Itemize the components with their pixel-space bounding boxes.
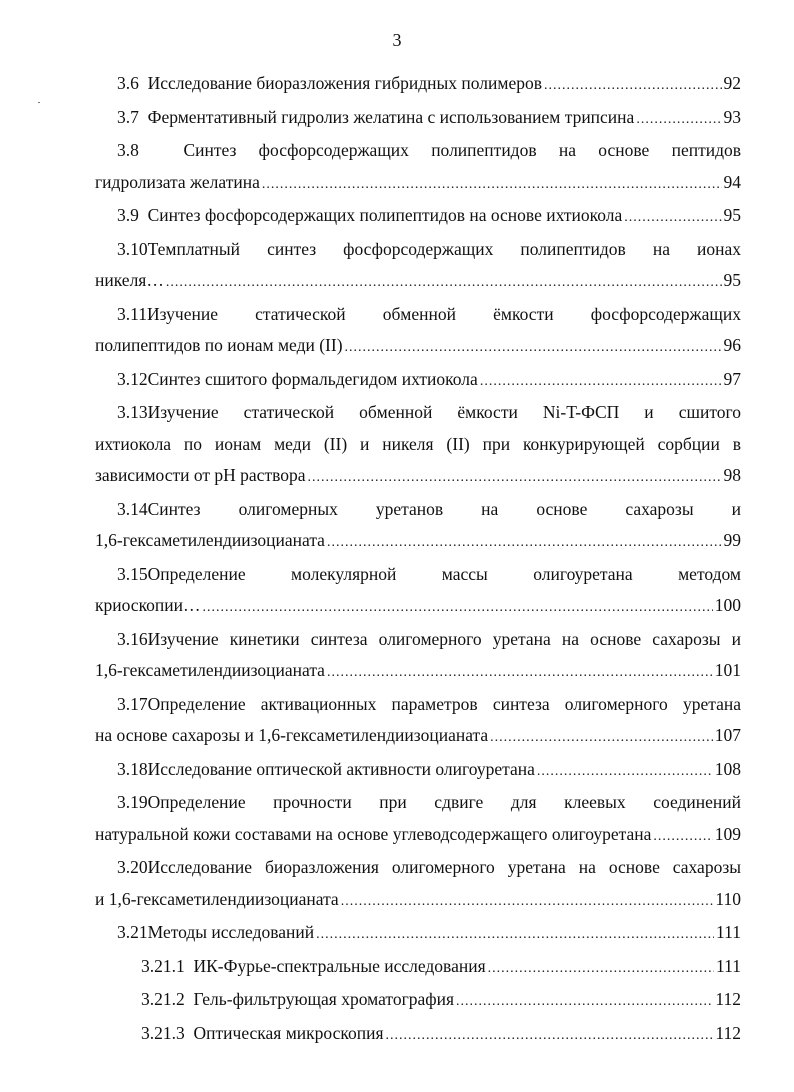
toc-page-number: 93 xyxy=(723,106,741,127)
toc-entry-number: 3.13 xyxy=(117,402,148,422)
toc-entry[interactable] xyxy=(95,951,741,985)
toc-entry[interactable] xyxy=(95,364,741,398)
toc-entry-number: 3.18 xyxy=(117,758,148,779)
toc-entry-number: 3.11 xyxy=(117,303,147,324)
toc-entry-number: 3.9 xyxy=(117,205,139,225)
toc-entry[interactable] xyxy=(95,102,741,136)
toc-entry-title: Определение молекулярной массы олигоуретана методом xyxy=(147,563,741,584)
toc-entry[interactable] xyxy=(95,984,741,1018)
dot-leader xyxy=(653,821,712,853)
toc-entry-number: 3.16 xyxy=(117,628,148,649)
dot-leader xyxy=(636,104,721,136)
toc-entry[interactable] xyxy=(95,494,741,559)
toc-entry-title: ихтиокола по ионам меди (II) и никеля (II) при конкурирующей сорбции в xyxy=(95,433,741,454)
toc-entry[interactable] xyxy=(95,397,741,494)
table-of-contents xyxy=(95,68,741,1051)
toc-page-number: 95 xyxy=(723,205,741,225)
toc-entry-title: никеля… xyxy=(95,270,164,290)
toc-entry-number: 3.8 xyxy=(117,140,139,160)
toc-entry[interactable] xyxy=(95,852,741,917)
toc-entry-title: Исследование биоразложения гибридных полимеров xyxy=(147,73,542,93)
dot-leader xyxy=(262,169,722,201)
toc-page-number: 92 xyxy=(723,73,741,93)
toc-entry-title: Определение прочности при сдвиге для клеевых соединений xyxy=(147,792,741,812)
toc-entry[interactable] xyxy=(95,200,741,234)
dot-leader xyxy=(327,657,713,689)
toc-entry-title: Изучение статической обменной ёмкости фосфорсодержащих xyxy=(146,303,741,324)
dot-leader xyxy=(316,919,714,951)
toc-entry-title: Синтез олигомерных уретанов на основе сахарозы и xyxy=(147,498,741,519)
toc-page-number: 94 xyxy=(723,171,741,192)
toc-page-number: 95 xyxy=(723,270,741,290)
toc-entry-number: 3.10 xyxy=(117,238,148,259)
toc-page-number: 98 xyxy=(723,465,741,485)
dot-leader xyxy=(480,366,722,398)
toc-entry-number: 3.17 xyxy=(117,693,148,714)
dot-leader xyxy=(386,1020,714,1052)
toc-entry[interactable] xyxy=(95,1018,741,1052)
toc-entry-title: и 1,6-гексаметилендиизоцианата xyxy=(95,888,339,909)
toc-page-number: 109 xyxy=(714,823,741,844)
dot-leader xyxy=(488,953,714,985)
toc-page-number: 112 xyxy=(715,1022,741,1043)
toc-entry[interactable] xyxy=(95,624,741,689)
toc-entry-number: 3.21.3 xyxy=(141,1022,185,1043)
toc-entry-title: 1,6-гексаметилендиизоцианата xyxy=(95,660,325,680)
toc-entry-number: 3.14 xyxy=(117,498,148,519)
toc-entry-title: Гель-фильтрующая хроматография xyxy=(193,989,455,1009)
toc-entry-number: 3.6 xyxy=(117,73,139,93)
toc-entry[interactable] xyxy=(95,787,741,852)
dot-leader xyxy=(327,527,722,559)
toc-entry[interactable] xyxy=(95,559,741,624)
dot-leader xyxy=(624,202,721,234)
dot-leader xyxy=(537,756,713,788)
toc-entry-number: 3.12 xyxy=(117,368,148,389)
toc-entry-title: Синтез фосфорсодержащих полипептидов на основе пептидов xyxy=(183,140,742,160)
toc-entry[interactable] xyxy=(95,754,741,788)
toc-entry-title: Определение активационных параметров синтеза олигомерного уретана xyxy=(147,693,741,714)
toc-page-number: 100 xyxy=(714,595,741,615)
dot-leader xyxy=(308,462,722,494)
toc-entry-number: 3.15 xyxy=(117,563,148,584)
page-number: 3 xyxy=(392,30,402,50)
dot-leader xyxy=(341,886,714,918)
toc-entry-title: натуральной кожи составами на основе углеводсодержащего олигоуретана xyxy=(95,823,652,844)
toc-entry-title: Ферментативный гидролиз желатина с использованием трипсина xyxy=(147,106,635,127)
toc-page-number: 108 xyxy=(714,758,741,779)
toc-entry-title: Исследование оптической активности олигоуретана xyxy=(147,758,535,779)
toc-entry-number: 3.21.1 xyxy=(141,955,185,976)
toc-entry-title: ИК-Фурье-спектральные исследования xyxy=(193,955,486,976)
toc-page-number: 111 xyxy=(716,922,741,942)
toc-entry-title: Синтез фосфорсодержащих полипептидов на основе ихтиокола xyxy=(147,205,623,225)
toc-page-number: 97 xyxy=(723,368,741,389)
toc-entry-title: Исследование биоразложения олигомерного уретана на основе сахарозы xyxy=(147,857,741,877)
toc-entry-title: Изучение статической обменной ёмкости Ni-T-ФСП и сшитого xyxy=(147,402,741,422)
dot-leader xyxy=(166,267,722,299)
scan-speck xyxy=(38,102,40,103)
toc-entry-title: гидролизата желатина xyxy=(95,171,260,192)
toc-entry[interactable] xyxy=(95,234,741,299)
toc-entry-number: 3.19 xyxy=(117,792,148,812)
dot-leader xyxy=(456,986,713,1018)
toc-entry[interactable] xyxy=(95,299,741,364)
dot-leader xyxy=(490,722,713,754)
toc-page-number: 111 xyxy=(716,955,741,976)
dot-leader xyxy=(544,70,722,102)
toc-entry-number: 3.7 xyxy=(117,106,139,127)
dot-leader xyxy=(345,332,722,364)
toc-entry-title: криоскопии… xyxy=(95,595,201,615)
toc-entry-title: полипептидов по ионам меди (II) xyxy=(95,335,343,355)
toc-entry-title: Методы исследований xyxy=(147,922,315,942)
toc-entry-title: Оптическая микроскопия xyxy=(193,1022,384,1043)
toc-page-number: 110 xyxy=(715,888,741,909)
dot-leader xyxy=(203,592,713,624)
toc-entry-title: Темплатный синтез фосфорсодержащих полипептидов на ионах xyxy=(147,238,741,259)
toc-entry-title: Синтез сшитого формальдегидом ихтиокола xyxy=(147,368,478,389)
toc-entry-number: 3.21 xyxy=(117,922,148,942)
toc-entry[interactable] xyxy=(95,689,741,754)
toc-page-number: 96 xyxy=(723,335,741,355)
toc-entry[interactable] xyxy=(95,135,741,200)
toc-entry-number: 3.20 xyxy=(117,857,148,877)
toc-entry-title: зависимости от pH раствора xyxy=(95,465,306,485)
toc-page-number: 107 xyxy=(714,725,741,745)
toc-entry[interactable] xyxy=(95,68,741,102)
toc-page-number: 99 xyxy=(723,530,741,550)
toc-entry-title: на основе сахарозы и 1,6-гексаметилендиизоцианата xyxy=(95,725,489,745)
toc-entry-number: 3.21.2 xyxy=(141,989,185,1009)
toc-page-number: 112 xyxy=(715,989,741,1009)
toc-entry-title: 1,6-гексаметилендиизоцианата xyxy=(95,530,325,550)
toc-entry[interactable] xyxy=(95,917,741,951)
toc-entry-title: Изучение кинетики синтеза олигомерного уретана на основе сахарозы и xyxy=(147,628,741,649)
toc-page-number: 101 xyxy=(714,660,741,680)
